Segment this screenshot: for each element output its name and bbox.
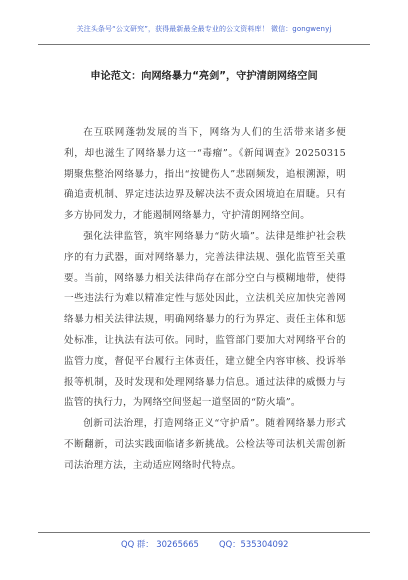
footer-qq-contact: QQ：535304092 [219,539,289,549]
page-header [0,0,408,48]
document-body [64,123,346,477]
header-divider [38,44,370,45]
footer-divider [38,532,370,533]
body-paragraph: 强化法律监管，筑牢网络暴力“防火墙”。法律是维护社会秩序的有力武器，面对网络暴力，完善法律法规、强化监管至关重要。当前，网络暴力相关法律尚存在部分空白与模糊地带，使得一些违法行为难以精准定性与惩处因此，立法机关应加快完善网络暴力相关法律法规，明确网络暴力的行为界定、责任主体和惩处标准，让执法有法可依。同时，监管部门要加大对网络平台的监管力度，督促平台履行主体责任，建立健全内容审核、投诉举报等机制，及时发现和处理网络暴力信息。通过法律的威慑力与监管的执行力，为网络空间竖起一道坚固的“防火墙”。 [64,230,346,409]
header-promo-text: 关注头条号“公文研究”，获得最新最全最专业的公文资料库！ 微信：gongwenyj [76,25,332,33]
footer-qq-group: QQ 群： 30265665 [121,539,199,549]
body-paragraph: 在互联网蓬勃发展的当下，网络为人们的生活带来诸多便利，却也滋生了网络暴力这一“毒瘤”。《新闻调查》20250315期聚焦整治网络暴力，指出“按键伤人”悲剧频发，追根溯源，明确追责机制、界定违法边界及解决法不责众困境迫在眉睫。只有多方协同发力，才能遏制网络暴力，守护清朗网络空间。 [64,127,346,222]
body-paragraph: 创新司法治理，打造网络正义“守护盾”。随着网络暴力形式不断翻新，司法实践面临诸多新挑战。公检法等司法机关需创新司法治理方法，主动适应网络时代特点。 [64,418,346,471]
page-footer [0,532,408,552]
document-title: 申论范文：向网络暴力“亮剑”，守护清朗网络空间 [90,71,318,82]
